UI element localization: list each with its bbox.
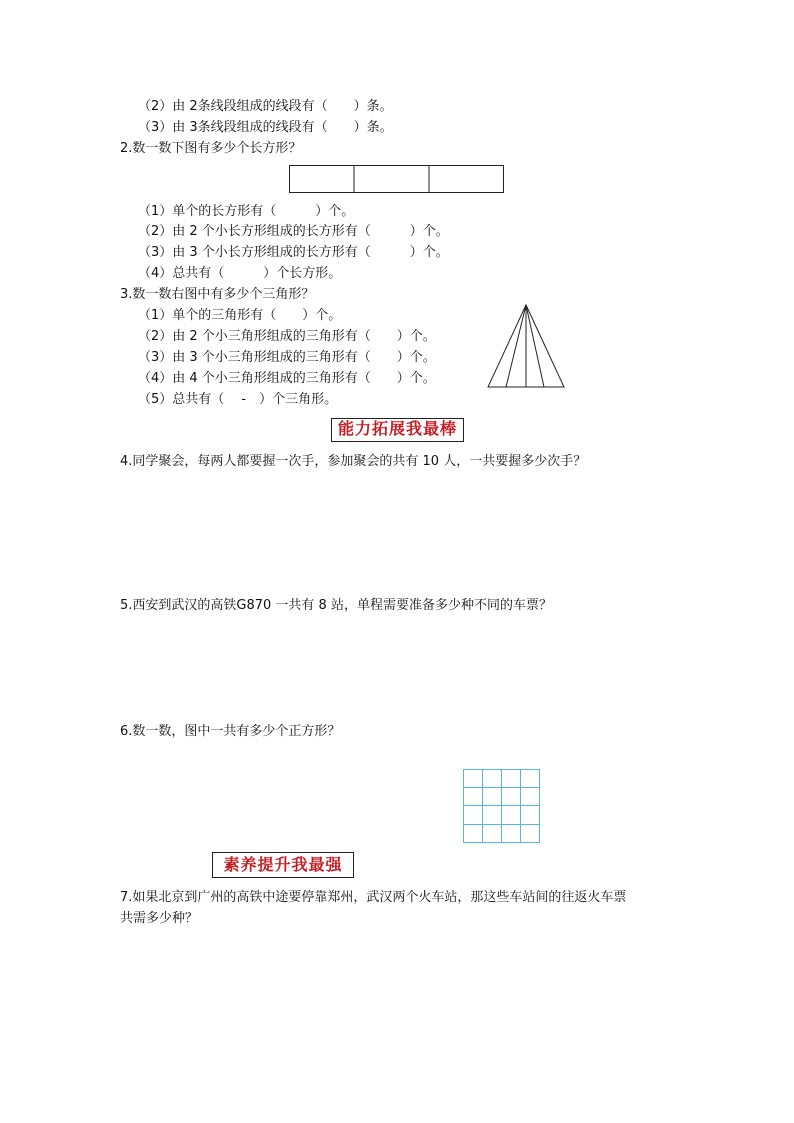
- rectangle-figure: [289, 165, 505, 195]
- q2-title: 2.数一数下图有多少个长方形？: [120, 141, 302, 156]
- q3-item-5: （5）总共有（ - ）个三角形。: [138, 392, 338, 407]
- q6-text: 6.数一数，图中一共有多少个正方形？: [120, 724, 341, 739]
- q7-line-1: 7.如果北京到广州的高铁中途要停靠郑州，武汉两个火车站，那这些车站间的往返火车票: [120, 890, 627, 905]
- q3-item-2: （2）由 2 个小三角形组成的三角形有（ ）个。: [138, 329, 436, 344]
- triangle-figure: [486, 303, 566, 389]
- section-banner-ability: 能力拓展我最棒: [331, 418, 464, 442]
- q3-title: 3.数一数右图中有多少个三角形？: [120, 287, 315, 302]
- q4-text: 4.同学聚会，每两人都要握一次手，参加聚会的共有 10 人，一共要握多少次手？: [120, 454, 587, 469]
- q1-item-2: （2）由 2条线段组成的线段有（ ）条。: [138, 99, 393, 114]
- q1-item-3: （3）由 3条线段组成的线段有（ ）条。: [138, 120, 393, 135]
- q7-line-2: 共需多少种？: [120, 911, 199, 926]
- q2-item-1: （1）单个的长方形有（ ）个。: [138, 204, 355, 219]
- q3-item-3: （3）由 3 个小三角形组成的三角形有（ ）个。: [138, 350, 436, 365]
- q2-item-4: （4）总共有（ ）个长方形。: [138, 266, 342, 281]
- q2-item-2: （2）由 2 个小长方形组成的长方形有（ ）个。: [138, 224, 449, 239]
- q5-text: 5.西安到武汉的高铁G870 一共有 8 站，单程需要准备多少种不同的车票？: [120, 598, 552, 613]
- square-grid-figure: [463, 769, 543, 845]
- q2-item-3: （3）由 3 个小长方形组成的长方形有（ ）个。: [138, 245, 449, 260]
- q3-item-1: （1）单个的三角形有（ ）个。: [138, 308, 342, 323]
- section-banner-literacy: 素养提升我最强: [212, 852, 354, 878]
- q3-item-4: （4）由 4 个小三角形组成的三角形有（ ）个。: [138, 371, 436, 386]
